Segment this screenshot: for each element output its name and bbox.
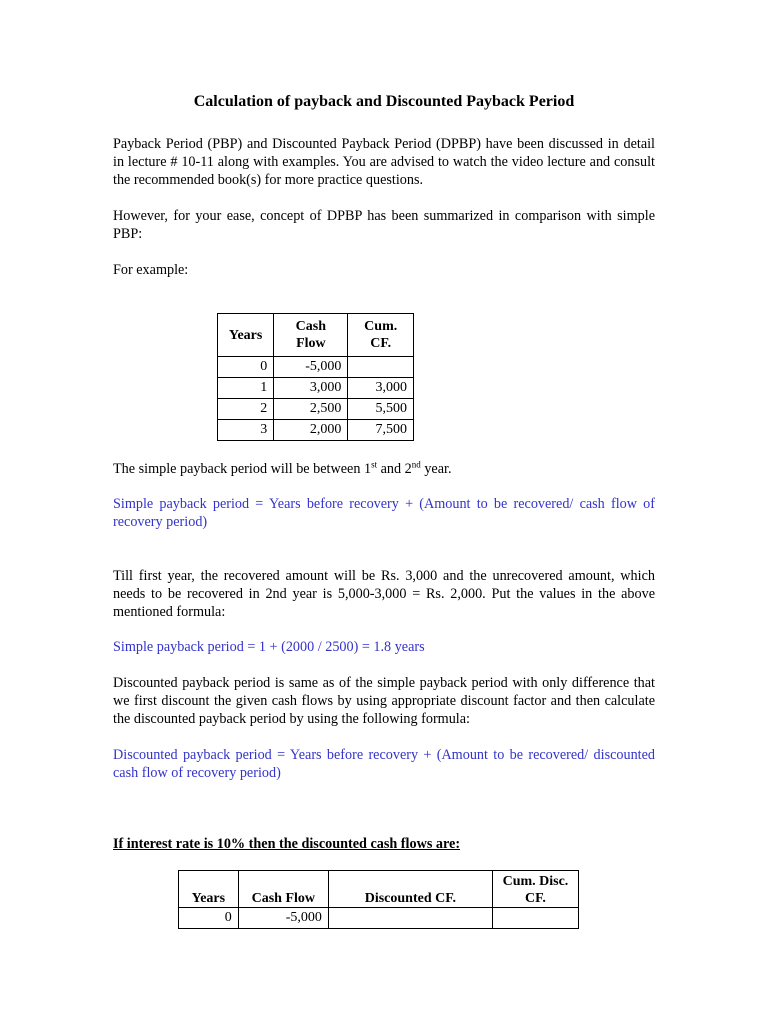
- col-header-cash-flow: Cash Flow: [238, 871, 328, 908]
- for-example-label: For example:: [113, 262, 189, 278]
- cell-cash-flow: 2,500: [274, 399, 348, 420]
- cell-cash-flow: -5,000: [274, 357, 348, 378]
- table-row: [218, 420, 414, 441]
- cell-year: 2: [218, 399, 274, 420]
- col-header-cum-disc-cf: Cum. Disc. CF.: [492, 871, 578, 908]
- document-title: Calculation of payback and Discounted Payback Period: [193, 93, 575, 110]
- discounted-cash-flow-table: [178, 870, 579, 929]
- table-row: [179, 908, 579, 929]
- interest-rate-heading: If interest rate is 10% then the discounted cash flows are:: [113, 836, 461, 852]
- cell-cum-cf: [348, 357, 414, 378]
- cell-cum-cf: 7,500: [348, 420, 414, 441]
- cell-cash-flow: -5,000: [238, 908, 328, 929]
- between-middle: and 2: [377, 461, 412, 477]
- ordinal-nd: nd: [411, 459, 421, 470]
- between-prefix: The simple payback period will be between 1: [113, 461, 372, 477]
- discounted-payback-formula: Discounted payback period = Years before recovery + (Amount to be recovered/ discounted cash flow of recovery period): [113, 747, 655, 781]
- col-header-discounted-cf: Discounted CF.: [328, 871, 492, 908]
- however-paragraph: However, for your ease, concept of DPBP has been summarized in comparison with simple PBP:: [113, 208, 655, 242]
- table-header-row: [218, 314, 414, 357]
- col-header-years: Years: [218, 314, 274, 357]
- cell-cash-flow: 3,000: [274, 378, 348, 399]
- discounted-description: Discounted payback period is same as of the simple payback period with only difference that we first discount the given cash flows by using appropriate discount factor and then calculate the discounted payback period by using the following formula:: [113, 675, 655, 727]
- simple-payback-formula: Simple payback period = Years before recovery + (Amount to be recovered/ cash flow of recovery period): [113, 496, 655, 530]
- cell-year: 0: [179, 908, 239, 929]
- ordinal-st: st: [371, 459, 378, 470]
- cell-cum-cf: 3,000: [348, 378, 414, 399]
- table-header-row: [179, 871, 579, 908]
- between-suffix: year.: [420, 461, 452, 477]
- cell-year: 3: [218, 420, 274, 441]
- col-header-years: Years: [179, 871, 239, 908]
- table-row: [218, 378, 414, 399]
- simple-between-sentence: [113, 460, 655, 478]
- cell-cum-disc-cf: [492, 908, 578, 929]
- cell-cum-cf: 5,500: [348, 399, 414, 420]
- col-header-cum-cf: Cum. CF.: [348, 314, 414, 357]
- col-header-cash-flow: Cash Flow: [274, 314, 348, 357]
- intro-paragraph: Payback Period (PBP) and Discounted Payback Period (DPBP) have been discussed in detail in lecture # 10-11 along with examples. You are advised to watch the video lecture and consult the recommended book(s) for more practice questions.: [113, 136, 655, 188]
- cell-cash-flow: 2,000: [274, 420, 348, 441]
- table-row: [218, 399, 414, 420]
- cell-year: 1: [218, 378, 274, 399]
- cell-year: 0: [218, 357, 274, 378]
- cell-discounted-cf: [328, 908, 492, 929]
- simple-payback-result: Simple payback period = 1 + (2000 / 2500) = 1.8 years: [113, 639, 425, 655]
- till-first-year-paragraph: Till first year, the recovered amount will be Rs. 3,000 and the unrecovered amount, which needs to be recovered in 2nd year is 5,000-3,000 = Rs. 2,000. Put the values in the above mentioned formula:: [113, 568, 655, 620]
- table-row: [218, 357, 414, 378]
- cash-flow-table: [217, 313, 414, 441]
